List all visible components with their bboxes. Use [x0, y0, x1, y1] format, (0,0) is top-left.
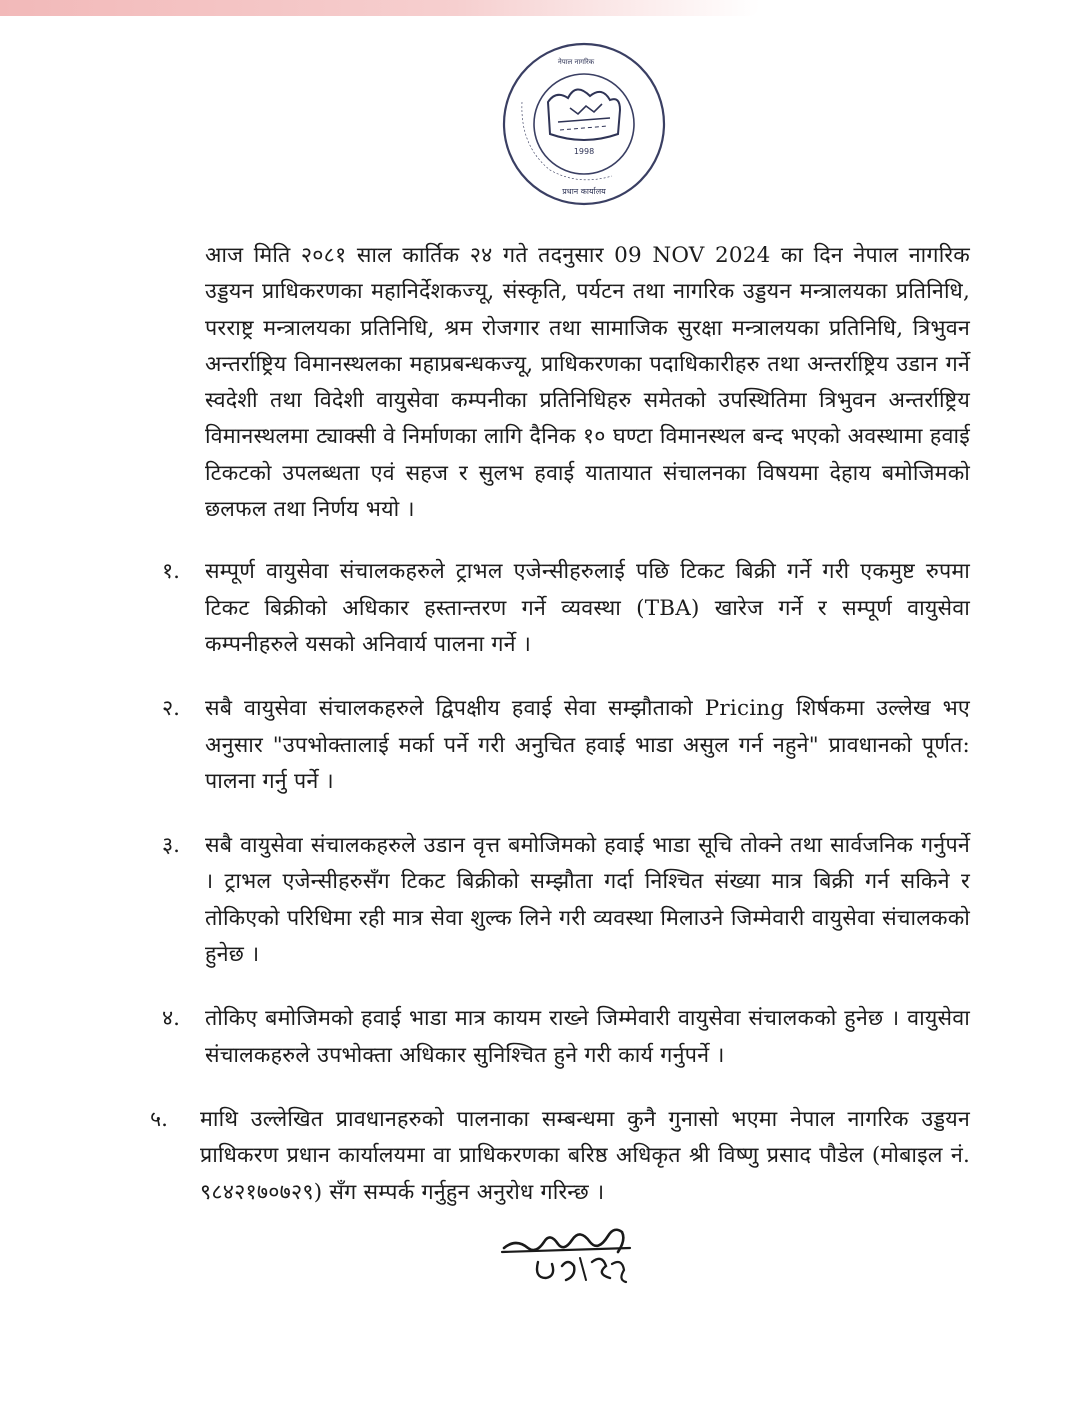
point-number: ४.: [162, 1006, 181, 1032]
point-number: ३.: [162, 833, 181, 859]
document-body: [150, 238, 970, 1211]
seal-bottom-text: प्रधान कार्यालय: [562, 187, 606, 196]
point-text: तोकिए बमोजिमको हवाई भाडा मात्र कायम राख्ने जिम्मेवारी वायुसेवा संचालकको हुनेछ । वायुसेवा संचालकहरुले उपभोक्ता अधिकार सुनिश्चित हुने गरी कार्य गर्नुपर्ने ।: [205, 1006, 970, 1068]
point-text: सबै वायुसेवा संचालकहरुले उडान वृत्त बमोजिमको हवाई भाडा सूचि तोक्ने तथा सार्वजनिक गर्नुपर्ने । ट्राभल एजेन्सीहरुसँग टिकट बिक्रीको सम्झौता गर्दा निश्चित संख्या मात्र बिक्री गर्न सकिने र तोकिएको परिधिमा रही मात्र सेवा शुल्क लिने गरी व्यवस्था मिलाउने जिम्मेवारी वायुसेवा संचालकको हुनेछ ।: [205, 833, 970, 968]
intro-paragraph: आज मिति २०८१ साल कार्तिक २४ गते तदनुसार 09 NOV 2024 का दिन नेपाल नागरिक उड्डयन प्राधिकरणका महानिर्देशकज्यू, संस्कृति, पर्यटन तथा नागरिक उड्डयन मन्त्रालयका प्रतिनिधि, परराष्ट्र मन्त्रालयका प्रतिनिधि, श्रम रोजगार तथा सामाजिक सुरक्षा मन्त्रालयका प्रतिनिधि, त्रिभुवन अन्तर्राष्ट्रिय विमानस्थलका महाप्रबन्धकज्यू, प्राधिकरणका पदाधिकारीहरु तथा अन्तर्राष्ट्रिय उडान गर्ने स्वदेशी तथा विदेशी वायुसेवा कम्पनीका प्रतिनिधिहरु समेतको उपस्थितिमा त्रिभुवन अन्तर्राष्ट्रिय विमानस्थलमा ट्याक्सी वे निर्माणका लागि दैनिक १० घण्टा विमानस्थल बन्द भएको अवस्थामा हवाई टिकटको उपलब्धता एवं सहज र सुलभ हवाई यातायात संचालनका विषयमा देहाय बमोजिमको छलफल तथा निर्णय भयो ।: [205, 243, 970, 523]
point-number: ५.: [150, 1106, 169, 1132]
decision-point-4: [150, 1001, 970, 1074]
point-text: सम्पूर्ण वायुसेवा संचालकहरुले ट्राभल एजेन्सीहरुलाई पछि टिकट बिक्री गर्ने गरी एकमुष्ट रुपमा टिकट बिक्रीको अधिकार हस्तान्तरण गर्ने व्यवस्था (TBA) खारेज गर्ने र सम्पूर्ण वायुसेवा कम्पनीहरुले यसको अनिवार्य पालना गर्ने ।: [205, 559, 970, 657]
seal-year: 1998: [573, 147, 595, 156]
decision-point-5: [150, 1102, 970, 1211]
point-number: २.: [162, 696, 181, 722]
decision-point-3: [150, 828, 970, 973]
handwritten-signature: [498, 1218, 638, 1296]
point-text: माथि उल्लेखित प्रावधानहरुको पालनाका सम्बन्धमा कुनै गुनासो भएमा नेपाल नागरिक उड्डयन प्राधिकरण प्रधान कार्यालयमा वा प्राधिकरणका बरिष्ठ अधिकृत श्री विष्णु प्रसाद पौडेल (मोबाइल नं. ९८४२१७०७२९) सँग सम्पर्क गर्नुहुन अनुरोध गरिन्छ ।: [200, 1106, 970, 1205]
caan-office-seal: [498, 38, 670, 210]
decision-point-1: [150, 554, 970, 663]
decision-point-2: [150, 691, 970, 800]
point-number: १.: [162, 559, 181, 585]
top-edge-strip: [0, 0, 760, 16]
point-text: सबै वायुसेवा संचालकहरुले द्विपक्षीय हवाई सेवा सम्झौताको Pricing शिर्षकमा उल्लेख भए अनुसार "उपभोक्तालाई मर्का पर्ने गरी अनुचित हवाई भाडा असुल गर्न नहुने" प्रावधानको पूर्णत: पालना गर्नु पर्ने ।: [205, 696, 970, 794]
seal-top-text: नेपाल नागरिक: [557, 58, 595, 66]
